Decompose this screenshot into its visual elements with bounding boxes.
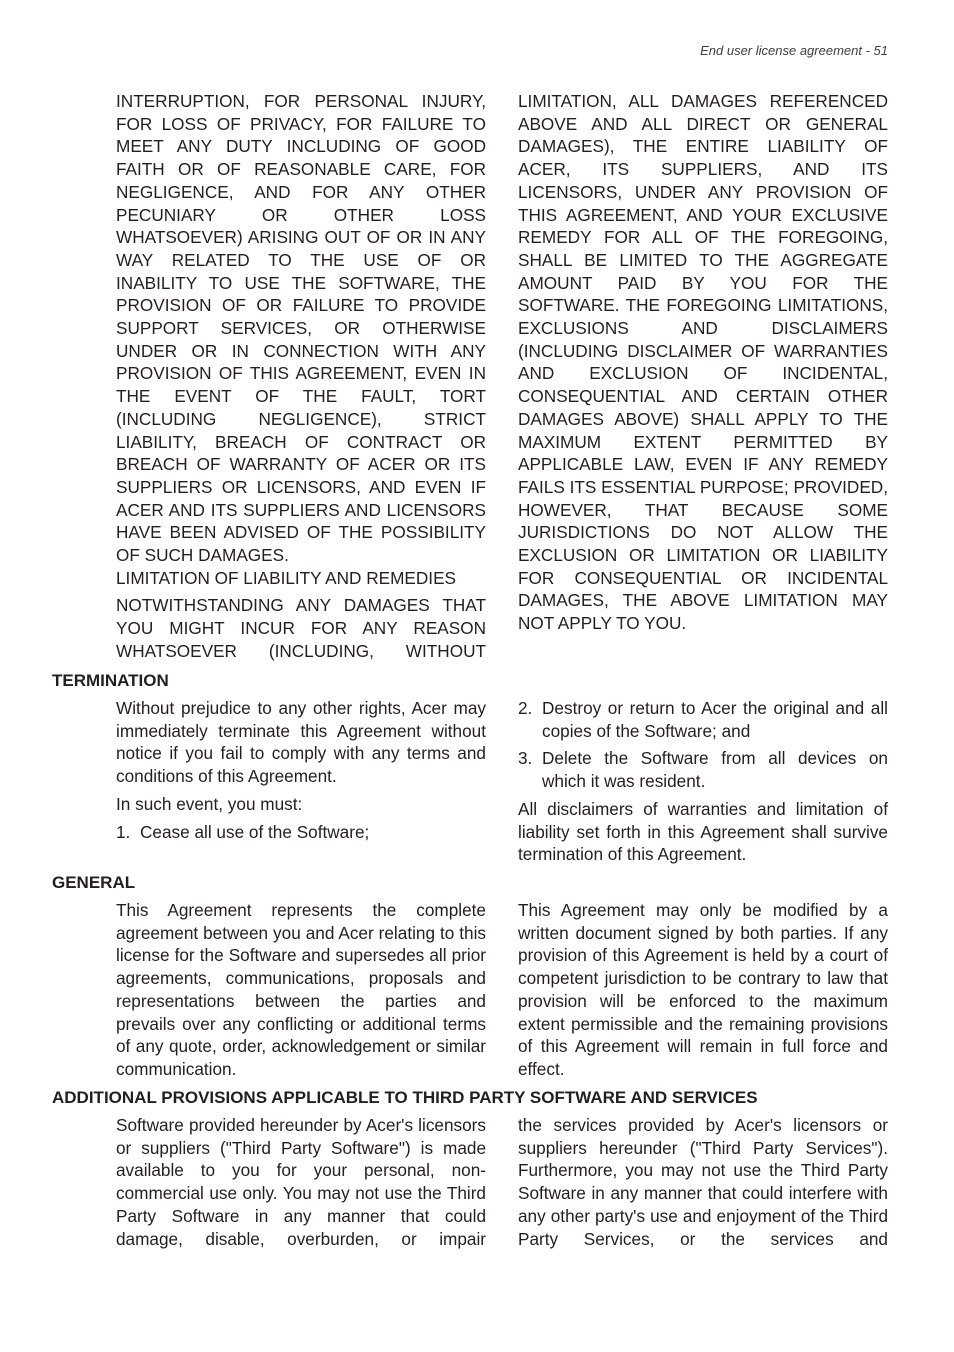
disclaimer-continuation: INTERRUPTION, FOR PERSONAL INJURY, FOR LOSS OF PRIVACY, FOR FAILURE TO MEET ANY DUTY INCLUDING OF GOOD FAITH OR OF REASONABLE CARE, FOR NEGLIGENCE, AND FOR ANY OTHER PECUNIARY OR OTHER LOSS WHATSOEVER) ARISING OUT OF OR IN ANY WAY RELATED TO THE USE OF OR INABILITY TO USE THE SOFTWARE, THE PROVISION OF OR FAILURE TO PROVIDE SUPPORT SERVICES, OR OTHERWISE UNDER OR IN CONNECTION WITH ANY PROVISION OF THIS AGREEMENT, EVEN IN THE EVENT OF THE FAULT, TORT (INCLUDING NEGLIGENCE), STRICT LIABILITY, BREACH OF CONTRACT OR BREACH OF WARRANTY OF ACER OR ITS SUPPLIERS OR LICENSORS, AND EVEN IF ACER AND ITS SUPPLIERS AND LICENSORS HAVE BEEN ADVISED OF THE POSSIBILITY OF SUCH DAMAGES. [116, 91, 486, 566]
intro-right-column [518, 90, 888, 635]
running-header: End user license agreement - 51 [700, 43, 888, 58]
list-number: 1. [116, 821, 131, 842]
third-party-services-paragraph: the services provided by Acer's licensors or suppliers hereunder ("Third Party Services"). Furthermore, you may not use the Third Party Software in any manner that could interfere with any other party's use and enjoyment of the Third Party Services, or the services and [518, 1115, 888, 1249]
general-left-column [116, 899, 486, 1081]
third-party-software-paragraph: Software provided hereunder by Acer's licensors or suppliers ("Third Party Software") is made available to you for your personal, non-commercial use only. You may not use the Third Party Software in any manner that could damage, disable, overburden, or impair [116, 1115, 486, 1249]
list-number: 3. [518, 748, 533, 769]
general-right-column [518, 899, 888, 1081]
termination-left-column [116, 697, 486, 843]
termination-paragraph: Without prejudice to any other rights, Acer may immediately terminate this Agreement without notice if you fail to comply with any terms and conditions of this Agreement. [116, 698, 486, 787]
limitation-paragraph-start: NOTWITHSTANDING ANY DAMAGES THAT YOU MIGHT INCUR FOR ANY REASON WHATSOEVER (INCLUDING, WITHOUT [116, 595, 486, 661]
termination-instruction: In such event, you must: [116, 793, 303, 814]
entire-agreement-paragraph: This Agreement represents the complete agreement between you and Acer relating to this license for the Software and supersedes all prior agreements, communications, proposals and representations between the parties and prevails over any conflicting or additional terms of any quote, order, acknowledgement or similar communication. [116, 900, 486, 1079]
general-heading: GENERAL [52, 873, 136, 892]
intro-left-column [116, 90, 486, 663]
list-text: Destroy or return to Acer the original and all copies of the Software; and [542, 698, 888, 741]
list-item [518, 747, 888, 792]
termination-right-column [518, 697, 888, 866]
limitation-paragraph-continuation: LIMITATION, ALL DAMAGES REFERENCED ABOVE AND ALL DIRECT OR GENERAL DAMAGES), THE ENTIRE LIABILITY OF ACER, ITS SUPPLIERS, AND ITS LICENSORS, UNDER ANY PROVISION OF THIS AGREEMENT, AND YOUR EXCLUSIVE REMEDY FOR ALL OF THE FOREGOING, SHALL BE LIMITED TO THE AGGREGATE AMOUNT PAID BY YOU FOR THE SOFTWARE. THE FOREGOING LIMITATIONS, EXCLUSIONS AND DISCLAIMERS (INCLUDING DISCLAIMER OF WARRANTIES AND EXCLUSION OF INCIDENTAL, CONSEQUENTIAL AND CERTAIN OTHER DAMAGES ABOVE) SHALL APPLY TO THE MAXIMUM EXTENT PERMITTED BY APPLICABLE LAW, EVEN IF ANY REMEDY FAILS ITS ESSENTIAL PURPOSE; PROVIDED, HOWEVER, THAT BECAUSE SOME JURISDICTIONS DO NOT ALLOW THE EXCLUSION OR LIMITATION OR LIABILITY FOR CONSEQUENTIAL OR INCIDENTAL DAMAGES, THE ABOVE LIMITATION MAY NOT APPLY TO YOU. [518, 91, 888, 634]
third-party-right-column [518, 1114, 888, 1250]
list-text: Cease all use of the Software; [140, 821, 370, 842]
limitation-subheading: LIMITATION OF LIABILITY AND REMEDIES [116, 567, 456, 588]
list-item [518, 697, 888, 742]
survival-clause: All disclaimers of warranties and limitation of liability set forth in this Agreement shall survive termination of this Agreement. [518, 798, 888, 865]
list-item [116, 821, 486, 844]
list-text: Delete the Software from all devices on which it was resident. [542, 748, 888, 792]
list-number: 2. [518, 698, 533, 718]
third-party-left-column [116, 1114, 486, 1250]
modification-paragraph: This Agreement may only be modified by a written document signed by both parties. If any provision of this Agreement is held by a court of competent jurisdiction to be contrary to law that provision will be enforced to the maximum extent permissible and the remaining provisions of this Agreement will remain in full force and effect. [518, 900, 888, 1079]
third-party-heading: ADDITIONAL PROVISIONS APPLICABLE TO THIRD PARTY SOFTWARE AND SERVICES [52, 1088, 758, 1107]
termination-heading: TERMINATION [52, 671, 169, 690]
